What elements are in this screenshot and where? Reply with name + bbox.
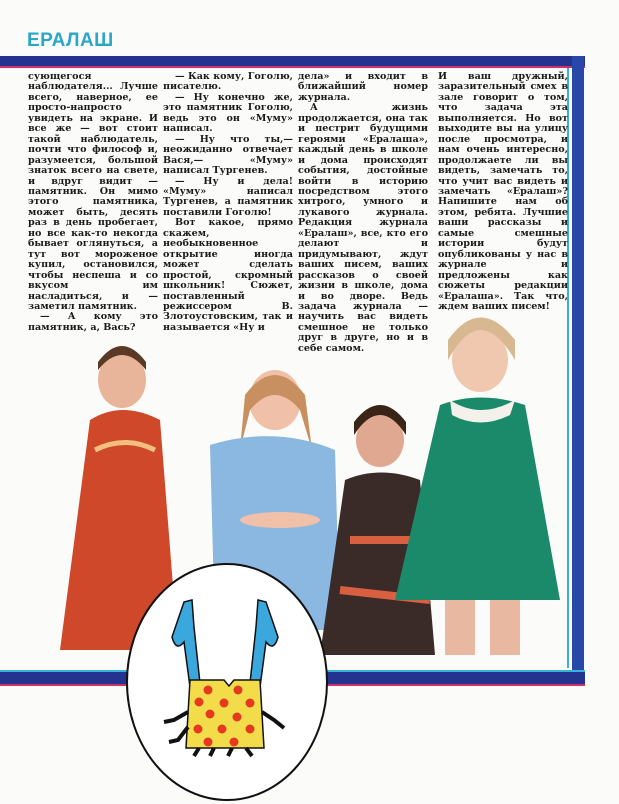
paragraph: — Ну что ты,— неожиданно отвечает Вася,— «Муму» написал Тургенев. [163,133,293,177]
text-column-2 [163,72,293,333]
text-column-1 [28,72,158,333]
paragraph: И ваш дружный, заразительный смех в зале говорит о том, что задача эта выполняется. Но вот выходите вы на улицу после просмотра, и нам очень интересно, продолжаете ли вы видеть, замечать то, что учит вас видеть и замечать «Ералаш»? Напишите нам об этом, ребята. Лучшие ваши рассказы и самые смешные истории будут опубликованы у нас в журнале и предложены как сюжеты редакции «Ералаша». Так что, ждем ваших писем! [438,71,568,312]
paragraph: дела» и входит в ближайший номер журнала. [298,71,428,103]
paragraph: — Ну конечно же, это памятник Гоголю, ведь это он «Муму» написал. [163,91,293,135]
top-border-band [0,56,585,68]
paragraph: — А кому это памятник, а, Вась? [28,311,158,333]
paragraph: Вот какое, прямо скажем, необыкновенное открытие иногда может сделать простой, скромный школьник! Сюжет, поставленный режиссером В. Злотоустовским, так и называется «Ну и [163,217,293,333]
text-column-4 [438,72,568,312]
paragraph: сующегося наблюдателя... Лучше всего, наверное, ее просто-напросто увидеть на экране. И все же — вот стоит такой наблюдатель, почти что философ и, разумеется, большой знаток всего на свете, и вдруг видит — памятник. Он мимо этого памятника, может быть, десять раз в день пробегает, но все как-то некогда бывает оглянуться, а тут вот мороженое купил, остановился, чтобы неспеша и со вкусом им насладиться, и — заметил памятник. [28,71,158,312]
magazine-section-title: ЕРАЛАШ [27,30,114,51]
paragraph: — Как кому, Гоголю, писателю. [163,71,293,93]
paragraph: А жизнь продолжается, она так и пестрит будущими героями «Ералаша», каждый день в школе и дома происходят события, достойные войти в историю посредством этого хитрого, умного и лукавого журнала. Редакция журнала «Ералаш», все, кто его делают и придумывают, ждут ваших писем, ваших рассказов о своей жизни в школе, дома и во дворе. Ведь задача журнала — научить вас видеть смешное не только друг в друге, но и в себе самом. [298,102,428,354]
eralash-logo-two-headed-creature [124,562,330,804]
paragraph: — Ну и дела! «Муму» написал Тургенев, а памятник поставили Гоголю! [163,175,293,218]
right-border-bar [572,56,584,682]
